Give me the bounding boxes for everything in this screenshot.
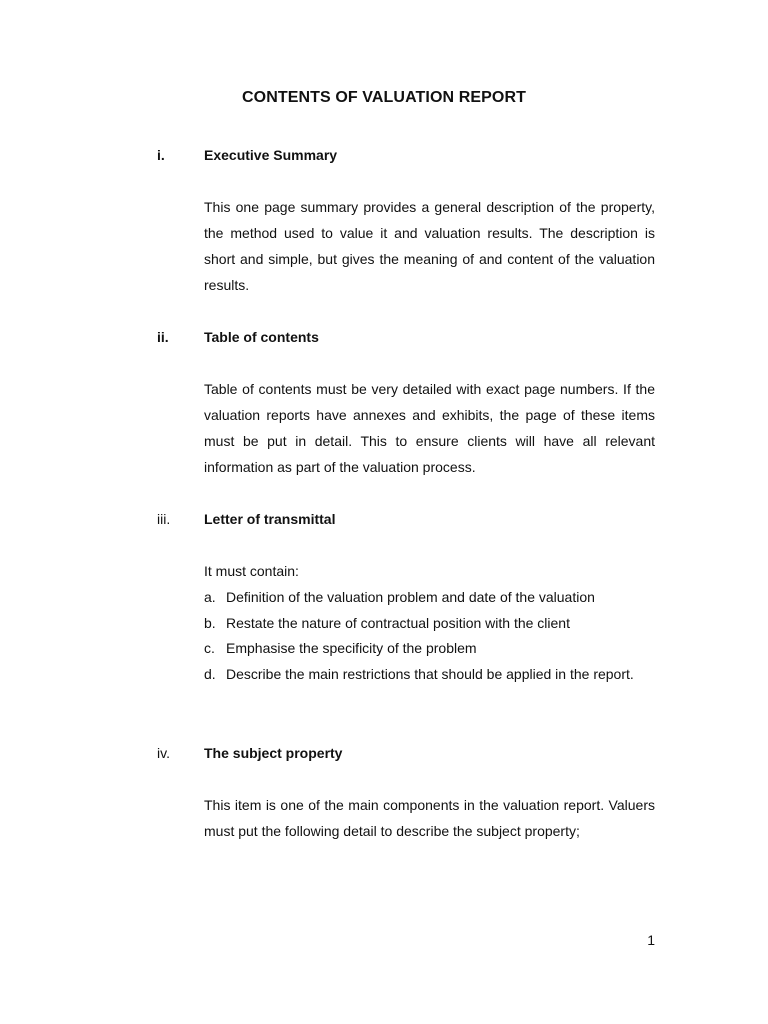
section-numeral: ii. bbox=[157, 329, 169, 345]
section-heading: Letter of transmittal bbox=[204, 511, 336, 527]
section-heading: The subject property bbox=[204, 745, 343, 761]
section-heading: Table of contents bbox=[204, 329, 319, 345]
section-paragraph: This one page summary provides a general description of the property, the method used to value it and valuation results. The description is short and simple, but gives the meaning of and content of the valuation results. bbox=[204, 199, 655, 293]
list-item-text: Restate the nature of contractual position with the client bbox=[226, 614, 570, 631]
section-paragraph: Table of contents must be very detailed with exact page numbers. If the valuation reports have annexes and exhibits, the page of these items must be put in detail. This to ensure clients will have all relevant information as part of the valuation process. bbox=[204, 381, 655, 475]
list-item bbox=[204, 585, 655, 611]
document-title: CONTENTS OF VALUATION REPORT bbox=[242, 89, 526, 106]
section-heading: Executive Summary bbox=[204, 147, 338, 163]
list-marker: a. bbox=[204, 589, 216, 605]
section-paragraph: This item is one of the main components in the valuation report. Valuers must put the following detail to describe the subject property; bbox=[204, 797, 655, 839]
list-item-text: Emphasise the specificity of the problem bbox=[226, 640, 477, 656]
list-item-text: Definition of the valuation problem and date of the valuation bbox=[226, 589, 595, 605]
section-numeral: i. bbox=[157, 147, 165, 163]
list-marker: b. bbox=[204, 614, 216, 631]
section-numeral: iv. bbox=[157, 745, 170, 761]
section-intro: It must contain: bbox=[204, 563, 299, 579]
list-marker: d. bbox=[204, 665, 216, 682]
list-item bbox=[204, 636, 655, 662]
requirements-list bbox=[204, 585, 655, 687]
list-item bbox=[204, 662, 655, 688]
list-marker: c. bbox=[204, 640, 215, 656]
list-item-text: Describe the main restrictions that should be applied in the report. bbox=[226, 665, 634, 682]
page-number: 1 bbox=[647, 932, 655, 948]
section-numeral: iii. bbox=[157, 511, 171, 527]
list-item bbox=[204, 611, 655, 637]
